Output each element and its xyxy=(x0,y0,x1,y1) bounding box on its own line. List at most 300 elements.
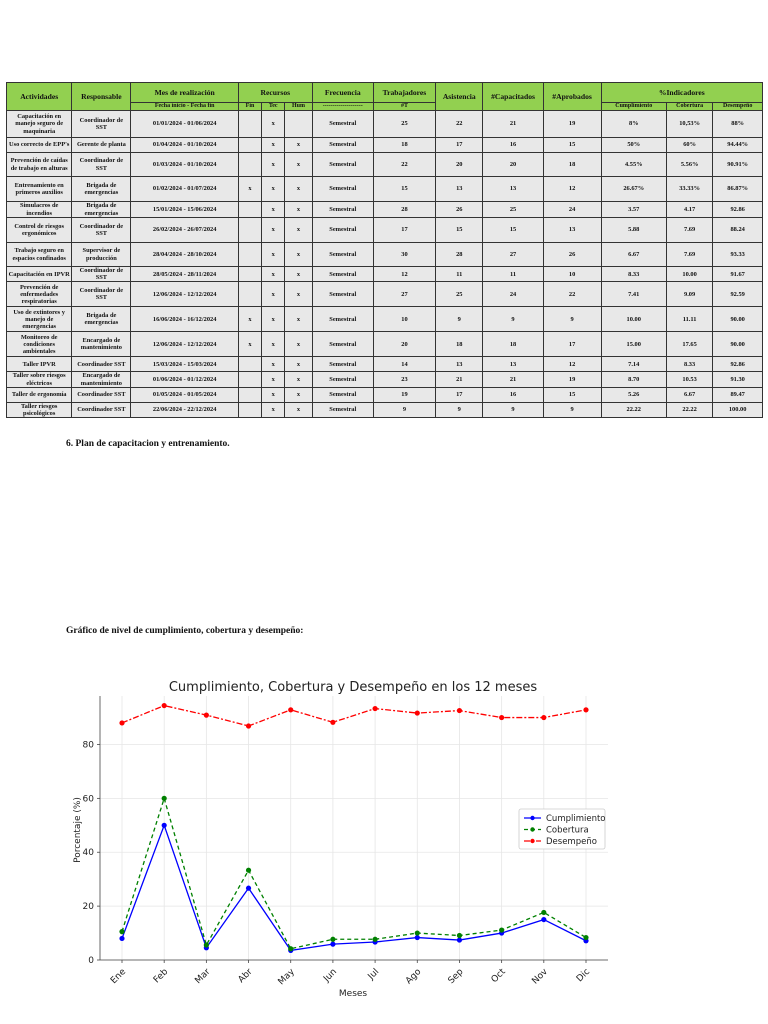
data-point-desempeño xyxy=(246,723,251,728)
legend-label: Cumplimiento xyxy=(546,814,606,824)
cell-asistencia: 13 xyxy=(436,357,483,372)
cell-fechas: 15/01/2024 - 15/06/2024 xyxy=(131,202,239,218)
cell-aprobados: 12 xyxy=(543,357,601,372)
cell-tec: x xyxy=(262,218,285,243)
cell-desempeno: 90.00 xyxy=(713,332,763,357)
header-recursos: Recursos xyxy=(238,83,312,103)
cell-fin xyxy=(238,153,261,177)
cell-hum: x xyxy=(285,357,312,372)
cell-fechas: 26/02/2024 - 26/07/2024 xyxy=(131,218,239,243)
data-point-cumplimiento xyxy=(119,936,124,941)
cell-tec: x xyxy=(262,111,285,138)
cell-fin xyxy=(238,372,261,387)
data-point-cobertura xyxy=(288,946,293,951)
cell-trabajadores: 20 xyxy=(373,332,435,357)
cell-fin xyxy=(238,267,261,282)
cell-actividad: Uso de extintores y manejo de emergencias xyxy=(7,307,72,332)
data-point-cobertura xyxy=(415,930,420,935)
cell-cobertura: 17.65 xyxy=(666,332,712,357)
header-asistencia: Asistencia xyxy=(436,83,483,111)
header-frecuencia: Frecuencia xyxy=(312,83,373,103)
cell-cumplimiento: 3.57 xyxy=(601,202,666,218)
series-line-cobertura xyxy=(122,798,586,948)
cell-responsable: Coordinador SST xyxy=(72,357,131,372)
y-axis-label: Porcentaje (%) xyxy=(73,797,83,863)
cell-capacitados: 13 xyxy=(483,357,543,372)
data-point-desempeño xyxy=(162,703,167,708)
header-indicadores: %Indicadores xyxy=(601,83,762,103)
cell-fin xyxy=(238,138,261,153)
cell-actividad: Taller sobre riesgos eléctricos xyxy=(7,372,72,387)
cell-frecuencia: Semestral xyxy=(312,307,373,332)
cell-trabajadores: 14 xyxy=(373,357,435,372)
data-point-cobertura xyxy=(162,796,167,801)
x-tick-label: Ene xyxy=(109,967,129,987)
table-row xyxy=(7,332,763,357)
cell-tec: x xyxy=(262,243,285,267)
table-row xyxy=(7,267,763,282)
table-row xyxy=(7,372,763,387)
cell-capacitados: 9 xyxy=(483,402,543,417)
cell-cumplimiento: 10.00 xyxy=(601,307,666,332)
cell-fechas: 01/06/2024 - 01/12/2024 xyxy=(131,372,239,387)
series-line-cumplimiento xyxy=(122,825,586,950)
cell-tec: x xyxy=(262,177,285,202)
performance-line-chart xyxy=(62,670,622,1010)
cell-cumplimiento: 8.33 xyxy=(601,267,666,282)
data-point-cobertura xyxy=(246,868,251,873)
cell-capacitados: 24 xyxy=(483,282,543,307)
cell-responsable: Brigada de emergencias xyxy=(72,177,131,202)
header-responsable: Responsable xyxy=(72,83,131,111)
header-cobertura: Cobertura xyxy=(666,103,712,111)
cell-hum: x xyxy=(285,138,312,153)
cell-hum: x xyxy=(285,372,312,387)
training-plan-table xyxy=(6,82,763,418)
cell-trabajadores: 28 xyxy=(373,202,435,218)
y-tick-label: 80 xyxy=(82,740,94,751)
cell-asistencia: 17 xyxy=(436,138,483,153)
cell-actividad: Prevención de enfermedades respiratorias xyxy=(7,282,72,307)
cell-tec: x xyxy=(262,267,285,282)
cell-tec: x xyxy=(262,153,285,177)
cell-frecuencia: Semestral xyxy=(312,177,373,202)
cell-capacitados: 9 xyxy=(483,307,543,332)
cell-asistencia: 15 xyxy=(436,218,483,243)
cell-aprobados: 9 xyxy=(543,402,601,417)
x-tick-label: Nov xyxy=(530,967,550,987)
cell-frecuencia: Semestral xyxy=(312,202,373,218)
cell-asistencia: 26 xyxy=(436,202,483,218)
cell-frecuencia: Semestral xyxy=(312,138,373,153)
cell-aprobados: 19 xyxy=(543,111,601,138)
cell-responsable: Supervisor de producción xyxy=(72,243,131,267)
table-row xyxy=(7,243,763,267)
cell-tec: x xyxy=(262,372,285,387)
cell-fin xyxy=(238,282,261,307)
cell-fechas: 28/05/2024 - 28/11/2024 xyxy=(131,267,239,282)
cell-responsable: Coordinador de SST xyxy=(72,267,131,282)
data-point-cumplimiento xyxy=(246,886,251,891)
cell-actividad: Taller riesgos psicológicos xyxy=(7,402,72,417)
cell-capacitados: 27 xyxy=(483,243,543,267)
cell-capacitados: 21 xyxy=(483,372,543,387)
cell-responsable: Coordinador de SST xyxy=(72,111,131,138)
cell-hum: x xyxy=(285,243,312,267)
table-row xyxy=(7,218,763,243)
cell-actividad: Uso correcto de EPP's xyxy=(7,138,72,153)
cell-asistencia: 18 xyxy=(436,332,483,357)
cell-aprobados: 24 xyxy=(543,202,601,218)
cell-cobertura: 10.00 xyxy=(666,267,712,282)
cell-fechas: 12/06/2024 - 12/12/2024 xyxy=(131,332,239,357)
data-point-desempeño xyxy=(119,720,124,725)
table-row xyxy=(7,138,763,153)
cell-trabajadores: 19 xyxy=(373,387,435,402)
data-point-desempeño xyxy=(583,707,588,712)
cell-aprobados: 18 xyxy=(543,153,601,177)
cell-tec: x xyxy=(262,202,285,218)
header-frecuencia-sub: -------------------- xyxy=(312,103,373,111)
cell-fechas: 12/06/2024 - 12/12/2024 xyxy=(131,282,239,307)
cell-fin xyxy=(238,387,261,402)
data-point-desempeño xyxy=(288,707,293,712)
cell-frecuencia: Semestral xyxy=(312,357,373,372)
cell-responsable: Coordinador de SST xyxy=(72,218,131,243)
header-mes: Mes de realización xyxy=(131,83,239,103)
cell-desempeno: 94.44% xyxy=(713,138,763,153)
table-row xyxy=(7,307,763,332)
table-row xyxy=(7,111,763,138)
cell-cobertura: 9.09 xyxy=(666,282,712,307)
cell-asistencia: 13 xyxy=(436,177,483,202)
x-axis-label: Meses xyxy=(338,989,368,999)
cell-cobertura: 10,53% xyxy=(666,111,712,138)
cell-aprobados: 17 xyxy=(543,332,601,357)
cell-cobertura: 4.17 xyxy=(666,202,712,218)
cell-cumplimiento: 4.55% xyxy=(601,153,666,177)
cell-actividad: Taller IPVR xyxy=(7,357,72,372)
cell-aprobados: 22 xyxy=(543,282,601,307)
cell-cobertura: 6.67 xyxy=(666,387,712,402)
header-actividades: Actividades xyxy=(7,83,72,111)
cell-frecuencia: Semestral xyxy=(312,243,373,267)
chart-series xyxy=(119,703,588,953)
cell-fin: x xyxy=(238,307,261,332)
x-tick-label: Mar xyxy=(193,967,213,987)
x-tick-label: Jul xyxy=(366,967,382,982)
cell-asistencia: 11 xyxy=(436,267,483,282)
cell-responsable: Coordinador SST xyxy=(72,402,131,417)
cell-asistencia: 28 xyxy=(436,243,483,267)
cell-actividad: Capacitación en IPVR xyxy=(7,267,72,282)
data-point-desempeño xyxy=(330,720,335,725)
cell-cobertura: 7.69 xyxy=(666,218,712,243)
cell-capacitados: 16 xyxy=(483,387,543,402)
cell-asistencia: 17 xyxy=(436,387,483,402)
cell-desempeno: 88% xyxy=(713,111,763,138)
cell-frecuencia: Semestral xyxy=(312,153,373,177)
cell-responsable: Encargado de mantenimiento xyxy=(72,372,131,387)
data-point-cumplimiento xyxy=(541,917,546,922)
cell-asistencia: 21 xyxy=(436,372,483,387)
cell-aprobados: 9 xyxy=(543,307,601,332)
cell-capacitados: 15 xyxy=(483,218,543,243)
cell-responsable: Gerente de planta xyxy=(72,138,131,153)
header-fin: Fin xyxy=(238,103,261,111)
cell-fechas: 01/03/2024 - 01/10/2024 xyxy=(131,153,239,177)
cell-cumplimiento: 22.22 xyxy=(601,402,666,417)
cell-actividad: Monitoreo de condiciones ambientales xyxy=(7,332,72,357)
cell-aprobados: 10 xyxy=(543,267,601,282)
legend-marker xyxy=(530,839,534,843)
cell-hum: x xyxy=(285,282,312,307)
cell-fechas: 15/03/2024 - 15/03/2024 xyxy=(131,357,239,372)
cell-trabajadores: 9 xyxy=(373,402,435,417)
cell-fin xyxy=(238,402,261,417)
cell-hum: x xyxy=(285,177,312,202)
header-trabajadores-sub: #T xyxy=(373,103,435,111)
header-capacitados: #Capacitados xyxy=(483,83,543,111)
cell-desempeno: 91.67 xyxy=(713,267,763,282)
y-tick-label: 20 xyxy=(82,902,94,913)
cell-fechas: 28/04/2024 - 28/10/2024 xyxy=(131,243,239,267)
x-tick-label: Dic xyxy=(574,967,593,985)
cell-actividad: Control de riesgos ergonómicos xyxy=(7,218,72,243)
cell-cobertura: 10.53 xyxy=(666,372,712,387)
table-row xyxy=(7,357,763,372)
data-point-cumplimiento xyxy=(415,935,420,940)
cell-cobertura: 5.56% xyxy=(666,153,712,177)
cell-actividad: Taller de ergonomía xyxy=(7,387,72,402)
cell-capacitados: 18 xyxy=(483,332,543,357)
cell-trabajadores: 18 xyxy=(373,138,435,153)
cell-trabajadores: 30 xyxy=(373,243,435,267)
cell-actividad: Prevención de caídas de trabajo en alturas xyxy=(7,153,72,177)
table-row xyxy=(7,153,763,177)
cell-capacitados: 20 xyxy=(483,153,543,177)
cell-desempeno: 89.47 xyxy=(713,387,763,402)
table-row xyxy=(7,177,763,202)
cell-desempeno: 90.91% xyxy=(713,153,763,177)
cell-desempeno: 91.30 xyxy=(713,372,763,387)
cell-responsable: Brigada de emergencias xyxy=(72,307,131,332)
data-point-cobertura xyxy=(204,942,209,947)
legend-label: Cobertura xyxy=(546,825,589,836)
cell-aprobados: 12 xyxy=(543,177,601,202)
cell-cumplimiento: 8.70 xyxy=(601,372,666,387)
cell-trabajadores: 23 xyxy=(373,372,435,387)
data-point-desempeño xyxy=(499,715,504,720)
cell-frecuencia: Semestral xyxy=(312,111,373,138)
data-point-desempeño xyxy=(541,715,546,720)
cell-cumplimiento: 7.41 xyxy=(601,282,666,307)
y-tick-label: 40 xyxy=(82,848,94,859)
cell-tec: x xyxy=(262,387,285,402)
cell-fechas: 22/06/2024 - 22/12/2024 xyxy=(131,402,239,417)
table-row xyxy=(7,402,763,417)
cell-aprobados: 15 xyxy=(543,387,601,402)
cell-hum xyxy=(285,111,312,138)
series-line-desempeño xyxy=(122,706,586,726)
cell-cobertura: 11.11 xyxy=(666,307,712,332)
cell-hum: x xyxy=(285,153,312,177)
cell-hum: x xyxy=(285,267,312,282)
cell-capacitados: 13 xyxy=(483,177,543,202)
cell-cumplimiento: 15.00 xyxy=(601,332,666,357)
data-point-cobertura xyxy=(330,937,335,942)
cell-desempeno: 93.33 xyxy=(713,243,763,267)
cell-frecuencia: Semestral xyxy=(312,372,373,387)
data-point-desempeño xyxy=(204,712,209,717)
header-tec: Tec xyxy=(262,103,285,111)
chart-caption: Gráfico de nivel de cumplimiento, cobertura y desempeño: xyxy=(66,626,304,636)
cell-trabajadores: 22 xyxy=(373,153,435,177)
cell-hum: x xyxy=(285,332,312,357)
cell-trabajadores: 15 xyxy=(373,177,435,202)
cell-asistencia: 9 xyxy=(436,402,483,417)
data-point-cumplimiento xyxy=(457,937,462,942)
cell-asistencia: 9 xyxy=(436,307,483,332)
header-cumplimiento: Cumplimiento xyxy=(601,103,666,111)
cell-actividad: Simulacros de incendios xyxy=(7,202,72,218)
cell-fin xyxy=(238,111,261,138)
cell-aprobados: 26 xyxy=(543,243,601,267)
data-point-cobertura xyxy=(541,910,546,915)
cell-fechas: 01/02/2024 - 01/07/2024 xyxy=(131,177,239,202)
cell-cumplimiento: 50% xyxy=(601,138,666,153)
x-tick-label: Oct xyxy=(489,967,508,986)
cell-fin xyxy=(238,357,261,372)
header-hum: Hum xyxy=(285,103,312,111)
plan-caption: 6. Plan de capacitacion y entrenamiento. xyxy=(66,439,230,449)
chart-legend xyxy=(519,809,606,849)
cell-hum: x xyxy=(285,307,312,332)
cell-cobertura: 7.69 xyxy=(666,243,712,267)
cell-frecuencia: Semestral xyxy=(312,218,373,243)
cell-fechas: 01/01/2024 - 01/06/2024 xyxy=(131,111,239,138)
cell-aprobados: 19 xyxy=(543,372,601,387)
table-row xyxy=(7,282,763,307)
cell-tec: x xyxy=(262,307,285,332)
cell-aprobados: 15 xyxy=(543,138,601,153)
cell-desempeno: 86.87% xyxy=(713,177,763,202)
cell-cumplimiento: 5.26 xyxy=(601,387,666,402)
cell-frecuencia: Semestral xyxy=(312,332,373,357)
cell-responsable: Coordinador de SST xyxy=(72,282,131,307)
cell-responsable: Coordinador de SST xyxy=(72,153,131,177)
cell-responsable: Encargado de mantenimiento xyxy=(72,332,131,357)
x-tick-label: Feb xyxy=(151,967,171,986)
cell-responsable: Coordinador SST xyxy=(72,387,131,402)
cell-actividad: Capacitación en manejo seguro de maquinaria xyxy=(7,111,72,138)
cell-hum: x xyxy=(285,402,312,417)
data-point-desempeño xyxy=(457,708,462,713)
x-tick-label: Sep xyxy=(446,967,466,987)
cell-frecuencia: Semestral xyxy=(312,282,373,307)
legend-marker xyxy=(530,827,534,831)
table-row xyxy=(7,202,763,218)
cell-fechas: 16/06/2024 - 16/12/2024 xyxy=(131,307,239,332)
cell-tec: x xyxy=(262,282,285,307)
cell-responsable: Brigada de emergencias xyxy=(72,202,131,218)
x-tick-label: May xyxy=(276,967,297,988)
cell-frecuencia: Semestral xyxy=(312,387,373,402)
cell-cumplimiento: 8% xyxy=(601,111,666,138)
cell-desempeno: 92.86 xyxy=(713,202,763,218)
cell-fin xyxy=(238,218,261,243)
legend-marker xyxy=(530,816,534,820)
cell-hum: x xyxy=(285,387,312,402)
y-tick-label: 0 xyxy=(88,956,94,966)
cell-frecuencia: Semestral xyxy=(312,267,373,282)
header-aprobados: #Aprobados xyxy=(543,83,601,111)
cell-asistencia: 20 xyxy=(436,153,483,177)
header-mes-sub: Fecha inicio - Fecha fin xyxy=(131,103,239,111)
cell-desempeno: 88.24 xyxy=(713,218,763,243)
cell-fechas: 01/05/2024 - 01/05/2024 xyxy=(131,387,239,402)
cell-actividad: Trabajo seguro en espacios confinados xyxy=(7,243,72,267)
cell-tec: x xyxy=(262,402,285,417)
cell-tec: x xyxy=(262,357,285,372)
legend-label: Desempeño xyxy=(546,837,597,847)
cell-asistencia: 22 xyxy=(436,111,483,138)
cell-cobertura: 33.33% xyxy=(666,177,712,202)
cell-trabajadores: 27 xyxy=(373,282,435,307)
cell-trabajadores: 17 xyxy=(373,218,435,243)
cell-cumplimiento: 5.88 xyxy=(601,218,666,243)
cell-hum: x xyxy=(285,218,312,243)
data-point-cobertura xyxy=(457,933,462,938)
cell-tec: x xyxy=(262,138,285,153)
cell-fin xyxy=(238,243,261,267)
y-tick-label: 60 xyxy=(82,794,94,805)
cell-cobertura: 60% xyxy=(666,138,712,153)
cell-cumplimiento: 7.14 xyxy=(601,357,666,372)
x-tick-label: Ago xyxy=(404,967,424,987)
header-desempeno: Desempeño xyxy=(713,103,763,111)
cell-aprobados: 13 xyxy=(543,218,601,243)
cell-desempeno: 100.00 xyxy=(713,402,763,417)
cell-trabajadores: 10 xyxy=(373,307,435,332)
cell-tec: x xyxy=(262,332,285,357)
cell-capacitados: 25 xyxy=(483,202,543,218)
data-point-desempeño xyxy=(372,706,377,711)
cell-actividad: Entrenamiento en primeros auxilios xyxy=(7,177,72,202)
cell-frecuencia: Semestral xyxy=(312,402,373,417)
cell-hum: x xyxy=(285,202,312,218)
cell-fechas: 01/04/2024 - 01/10/2024 xyxy=(131,138,239,153)
cell-desempeno: 92.86 xyxy=(713,357,763,372)
cell-cobertura: 8.33 xyxy=(666,357,712,372)
data-point-cumplimiento xyxy=(162,823,167,828)
cell-asistencia: 25 xyxy=(436,282,483,307)
table-row xyxy=(7,387,763,402)
cell-capacitados: 21 xyxy=(483,111,543,138)
cell-fin xyxy=(238,202,261,218)
cell-capacitados: 11 xyxy=(483,267,543,282)
cell-trabajadores: 12 xyxy=(373,267,435,282)
cell-fin: x xyxy=(238,177,261,202)
cell-fin: x xyxy=(238,332,261,357)
x-tick-label: Abr xyxy=(236,967,255,986)
data-point-cobertura xyxy=(499,927,504,932)
header-trabajadores: Trabajadores xyxy=(373,83,435,103)
data-point-cobertura xyxy=(372,937,377,942)
cell-trabajadores: 25 xyxy=(373,111,435,138)
cell-desempeno: 90.00 xyxy=(713,307,763,332)
data-point-desempeño xyxy=(415,710,420,715)
